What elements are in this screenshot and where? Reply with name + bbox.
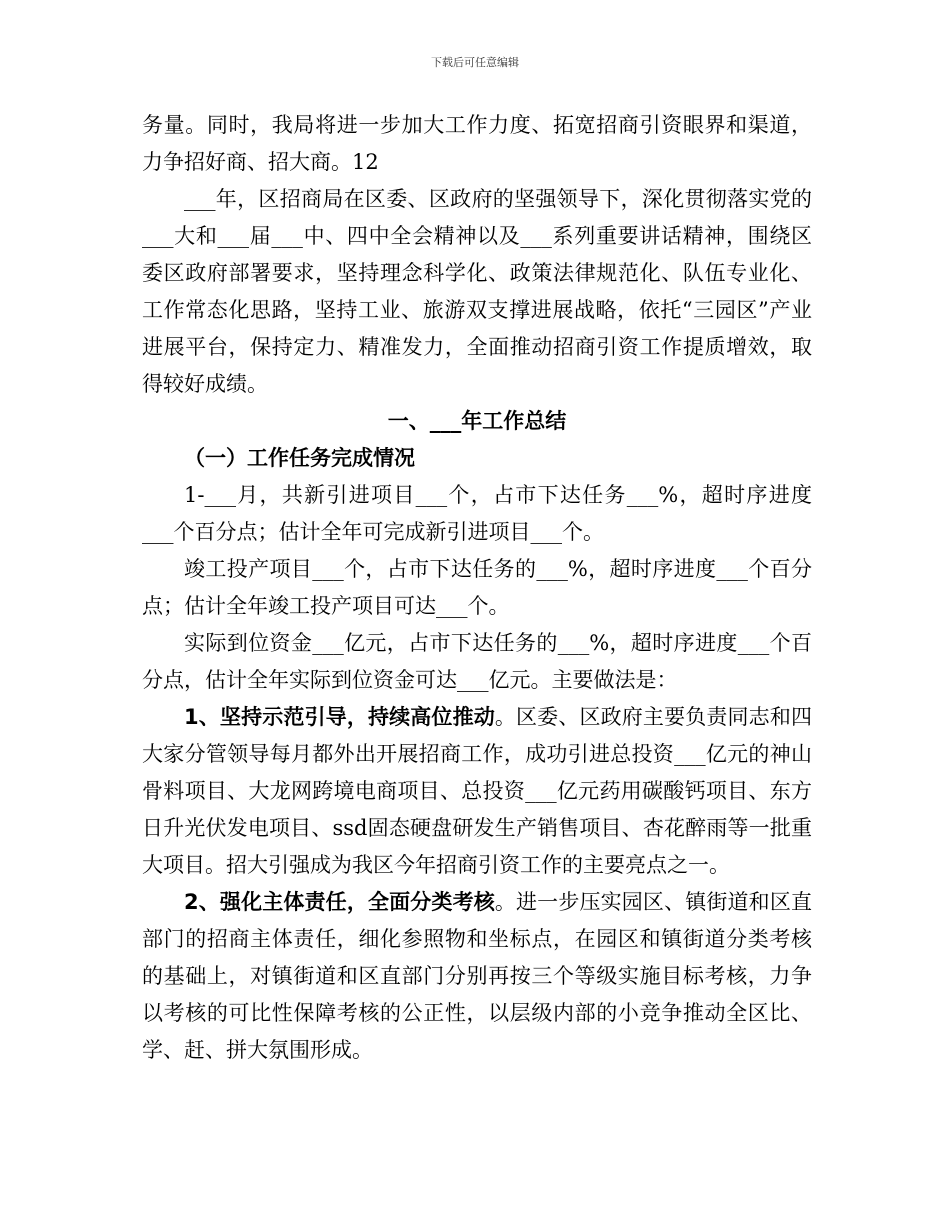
measure-2-body: 。进一步压实园区、镇街道和区直部门的招商主体责任，细化参照物和坐标点，在园区和镇街道分类考核的基础上，对镇街道和区直部门分别再按三个等级实施目标考核，力争以考核的可比性保障考核的公正性，以层级内部的小竞争推动全区比、学、赶、拼大氛围形成。: [142, 890, 812, 1062]
paragraph-funds: 实际到位资金___亿元，占市下达任务的___%，超时序进度___个百分点，估计全年实际到位资金可达___亿元。主要做法是：: [142, 631, 812, 692]
measure-1-body: 。区委、区政府主要负责同志和四大家分管领导每月都外出开展招商工作，成功引进总投资___亿元的神山骨料项目、大龙网跨境电商项目、总投资___亿元药用碳酸钙项目、东方日升光伏发电项目、ssd固态硬盘研发生产销售项目、杏花醉雨等一批重大项目。招大引强成为我区今年招商引资工作的主要亮点之一。: [142, 705, 812, 877]
page-header-note: 下载后可任意编辑: [431, 56, 519, 69]
paragraph-new-projects: 1-___月，共新引进项目___个，占市下达任务___%，超时序进度___个百分点；估计全年可完成新引进项目___个。: [142, 483, 812, 544]
measure-2-lead: 2、强化主体责任，全面分类考核: [184, 890, 495, 914]
paragraph-continuation: 务量。同时，我局将进一步加大工作力度、拓宽招商引资眼界和渠道，力争招好商、招大商。12: [142, 113, 812, 174]
section-heading: 一、___年工作总结: [387, 409, 567, 433]
paragraph-completed-projects: 竣工投产项目___个，占市下达任务的___%，超时序进度___个百分点；估计全年竣工投产项目可达___个。: [142, 557, 812, 618]
paragraph-measure-2: [142, 884, 812, 1069]
subsection-heading: （一）工作任务完成情况: [184, 446, 415, 470]
paragraph-intro: ___年，区招商局在区委、区政府的坚强领导下，深化贯彻落实党的___大和___届___中、四中全会精神以及___系列重要讲话精神，围绕区委区政府部署要求，坚持理念科学化、政策法律规范化、队伍专业化、工作常态化思路，坚持工业、旅游双支撑进展战略，依托“三园区”产业进展平台，保持定力、精准发力，全面推动招商引资工作提质增效，取得较好成绩。: [142, 187, 812, 396]
paragraph-measure-1: [142, 699, 812, 884]
document-body: [142, 107, 812, 1069]
measure-1-lead: 1、坚持示范引导，持续高位推动: [184, 705, 495, 729]
